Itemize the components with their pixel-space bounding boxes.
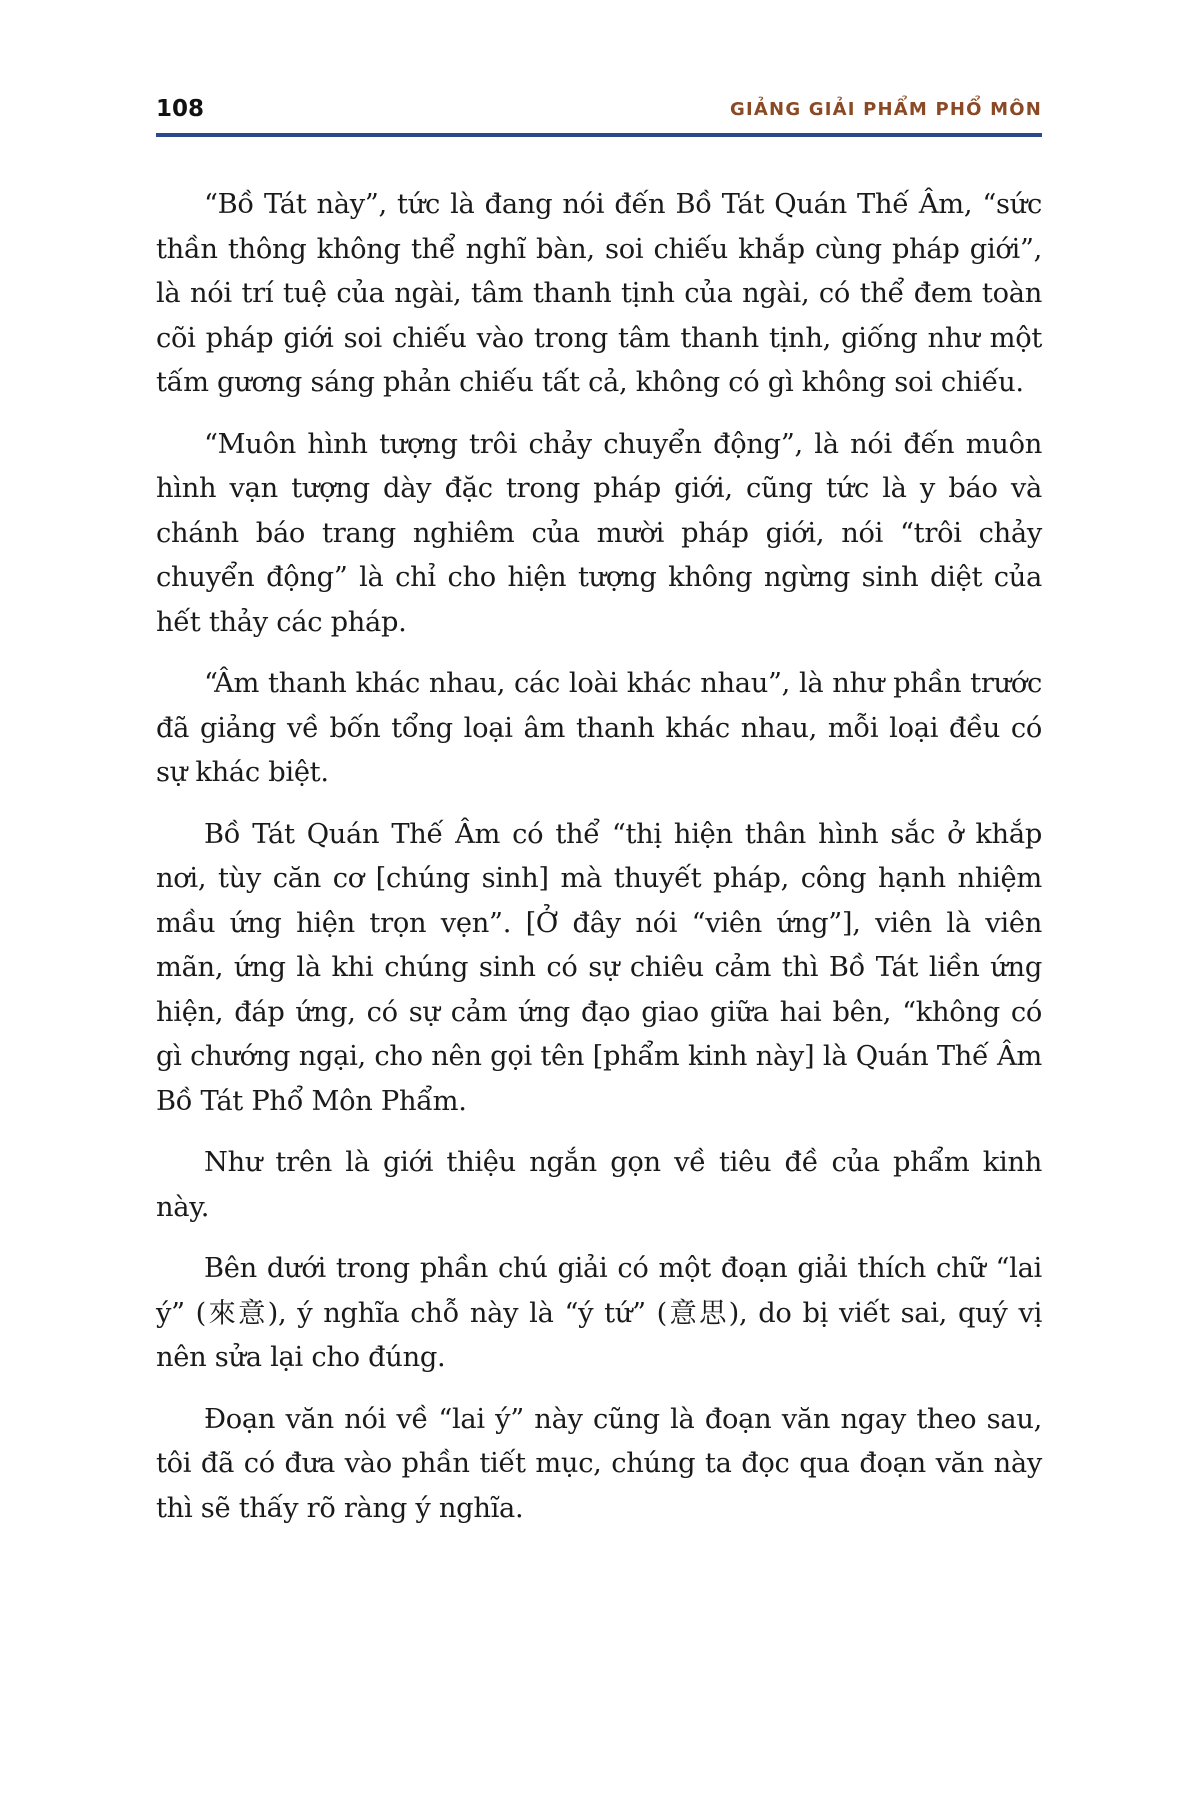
header-rule (156, 133, 1042, 137)
paragraph: “Muôn hình tượng trôi chảy chuyển động”, là nói đến muôn hình vạn tượng dày đặc trong pháp giới, cũng tức là y báo và chánh báo trang nghiêm của mười pháp giới, nói “trôi chảy chuyển động” là chỉ cho hiện tượng không ngừng sinh diệt của hết thảy các pháp. (156, 428, 1042, 638)
paragraph: Như trên là giới thiệu ngắn gọn về tiêu đề của phẩm kinh này. (156, 1147, 1042, 1223)
page-number: 108 (156, 96, 205, 122)
paragraph: Bồ Tát Quán Thế Âm có thể “thị hiện thân hình sắc ở khắp nơi, tùy căn cơ [chúng sinh] mà thuyết pháp, công hạnh nhiệm mầu ứng hiện trọn vẹn”. [Ở đây nói “viên ứng”], viên là viên mãn, ứng là khi chúng sinh có sự chiêu cảm thì Bồ Tát liền ứng hiện, đáp ứng, có sự cảm ứng đạo giao giữa hai bên, “không có gì chướng ngại, cho nên gọi tên [phẩm kinh này] là Quán Thế Âm Bồ Tát Phổ Môn Phẩm. (156, 818, 1042, 1117)
paragraph: Đoạn văn nói về “lai ý” này cũng là đoạn văn ngay theo sau, tôi đã có đưa vào phần tiết mục, chúng ta đọc qua đoạn văn này thì sẽ thấy rõ ràng ý nghĩa. (156, 1403, 1042, 1524)
paragraph: “Bồ Tát này”, tức là đang nói đến Bồ Tát Quán Thế Âm, “sức thần thông không thể nghĩ bàn, soi chiếu khắp cùng pháp giới”, là nói trí tuệ của ngài, tâm thanh tịnh của ngài, có thể đem toàn cõi pháp giới soi chiếu vào trong tâm thanh tịnh, giống như một tấm gương sáng phản chiếu tất cả, không có gì không soi chiếu. (156, 189, 1042, 398)
paragraph: Bên dưới trong phần chú giải có một đoạn giải thích chữ “lai ý” (來意), ý nghĩa chỗ này là “ý tứ” (意思), do bị viết sai, quý vị nên sửa lại cho đúng. (156, 1253, 1042, 1373)
paragraph: “Âm thanh khác nhau, các loài khác nhau”, là như phần trước đã giảng về bốn tổng loại âm thanh khác nhau, mỗi loại đều có sự khác biệt. (156, 668, 1042, 788)
page-header (156, 92, 1042, 132)
running-title: GIẢNG GIẢI PHẨM PHỔ MÔN (730, 99, 1042, 120)
body-text (156, 183, 1042, 1548)
